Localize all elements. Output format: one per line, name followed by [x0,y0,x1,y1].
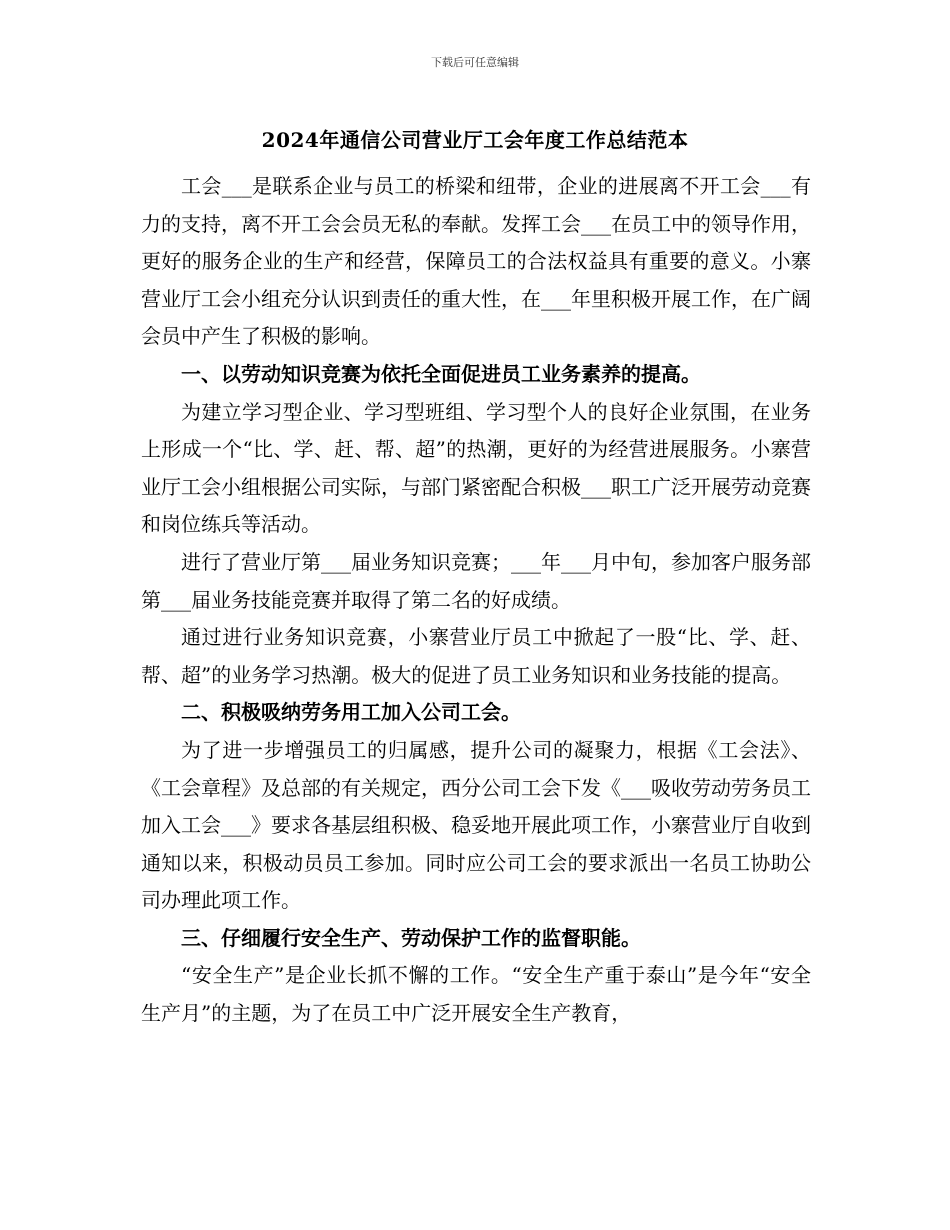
header-note: 下载后可任意编辑 [431,56,519,69]
paragraph-1-1: 为建立学习型企业、学习型班组、学习型个人的良好企业氛围，在业务上形成一个“比、学、赶、帮、超”的热潮，更好的为经营进展服务。小寨营业厅工会小组根据公司实际，与部门紧密配合积极___职工广泛开展劳动竞赛和岗位练兵等活动。 [141,399,811,537]
paragraph-3-1: “安全生产”是企业长抓不懈的工作。“安全生产重于泰山”是今年“安全生产月”的主题，为了在员工中广泛开展安全生产教育， [141,963,811,1026]
paragraph-1-2: 进行了营业厅第___届业务知识竞赛；___年___月中旬，参加客户服务部第___届业务技能竞赛并取得了第二名的好成绩。 [141,549,811,612]
document-title: 2024年通信公司营业厅工会年度工作总结范本 [261,128,689,152]
paragraph-intro: 工会___是联系企业与员工的桥梁和纽带，企业的进展离不开工会___有力的支持，离不开工会会员无私的奉献。发挥工会___在员工中的领导作用，更好的服务企业的生产和经营，保障员工的合法权益具有重要的意义。小寨营业厅工会小组充分认识到责任的重大性，在___年里积极开展工作，在广阔会员中产生了积极的影响。 [141,174,811,349]
section-heading-2: 二、积极吸纳劳务用工加入公司工会。 [181,700,521,725]
section-heading-1: 一、以劳动知识竞赛为依托全面促进员工业务素养的提高。 [181,361,701,386]
paragraph-1-3: 通过进行业务知识竞赛，小寨营业厅员工中掀起了一股“比、学、赶、帮、超”的业务学习热潮。极大的促进了员工业务知识和业务技能的提高。 [141,625,811,687]
document-body [141,168,811,1033]
section-heading-3: 三、仔细履行安全生产、劳动保护工作的监督职能。 [181,925,641,950]
paragraph-2-1: 为了进一步增强员工的归属感，提升公司的凝聚力，根据《工会法》、《工会章程》及总部的有关规定，西分公司工会下发《___吸收劳动劳务员工加入工会___》要求各基层组积极、稳妥地开展此项工作，小寨营业厅自收到通知以来，积极动员员工参加。同时应公司工会的要求派出一名员工协助公司办理此项工作。 [141,737,811,913]
